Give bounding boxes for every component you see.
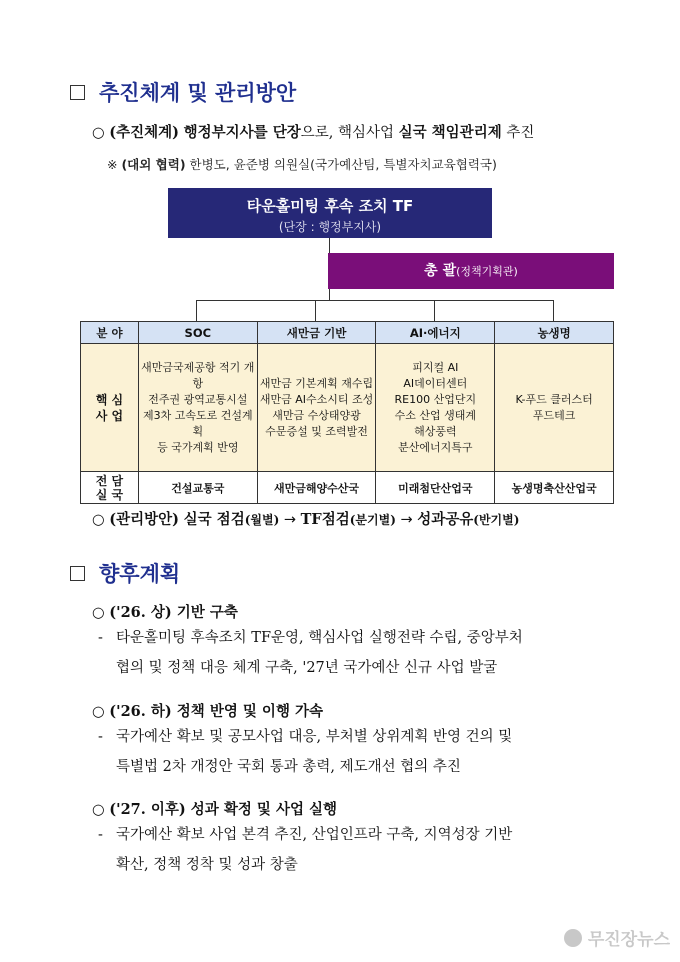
watermark [564,925,670,950]
tf-subtitle: (단장 : 행정부지사) [278,220,382,234]
plan-detail-line: 협의 및 정책 대응 체계 구축, '27년 국가예산 신규 사업 발굴 [116,660,498,676]
dept-cell: 미래첨단산업국 [376,472,495,504]
logo-icon [564,929,582,947]
plan-detail [98,820,513,880]
table-row [81,344,614,472]
plan-title-text: ('27. 이후) 성과 확정 및 사업 실행 [109,801,338,818]
general-title: 총 괄 [424,263,457,279]
plan-detail-line: 특별법 2차 개정안 국회 통과 총력, 제도개선 협의 추진 [116,759,461,775]
note-mark: ※ [107,157,118,172]
plan-title-text: ('26. 하) 정책 반영 및 이행 가속 [109,703,324,720]
note-label: (대외 협력) [121,157,186,172]
table-row [81,472,614,504]
plan-detail [98,623,523,683]
connector-line [196,300,197,321]
note-text: 한병도, 윤준병 의원실(국가예산팀, 특별자치교육협력국) [189,157,497,172]
core-item: 분산에너지특구 [398,440,473,454]
core-item: RE100 산업단지 [394,392,477,406]
plan-title-text: ('26. 상) 기반 구축 [109,604,238,621]
section-title-text: 향후계획 [99,562,181,586]
management-step: TF점검 [300,511,350,528]
header-soc: SOC [138,322,257,344]
plan-title [92,601,238,622]
arrow-icon: → [283,512,297,528]
header-field-cell: 분 야 [81,322,139,344]
square-bullet-icon [70,566,85,581]
watermark-text: 무진장뉴스 [587,930,670,950]
core-cell-saemangeum [257,344,376,472]
core-cell-soc [138,344,257,472]
connector-line [434,300,435,321]
plan-detail-line: 국가예산 확보 및 공모사업 대응, 부처별 상위계획 반영 건의 및 [116,729,513,745]
core-label: 핵 심 사 업 [95,392,124,423]
section-title-system [70,77,296,107]
circle-bullet: ○ [92,802,105,818]
core-item: 피지컬 AI [412,360,459,374]
management-label: (관리방안) [109,511,180,528]
section-title-text: 추진체계 및 관리방안 [99,81,297,105]
core-item: 해상풍력 [414,424,457,438]
core-label-cell [81,344,139,472]
dash-bullet: - [98,827,103,843]
dept-cell: 새만금해양수산국 [257,472,376,504]
tf-box [168,188,492,238]
core-item: 제3차 고속도로 건설계획 [142,408,253,438]
dash-bullet: - [98,630,103,646]
circle-bullet: ○ [92,512,105,528]
square-bullet-icon [70,85,85,100]
management-step-sub: (분기별) [349,513,396,527]
dept-cell: 건설교통국 [138,472,257,504]
item-emphasis: 실국 책임관리제 [398,124,502,141]
table-row [81,322,614,344]
core-item: 푸드테크 [532,408,576,422]
item-text: 추진 [506,125,535,141]
dash-bullet: - [98,729,103,745]
management-step-sub: (반기별) [473,513,520,527]
management-step: 성과공유 [417,511,474,528]
system-item [92,121,534,142]
circle-bullet: ○ [92,704,105,720]
circle-bullet: ○ [92,605,105,621]
core-item: 수문증설 및 조력발전 [265,424,368,438]
header-ai-energy: AI·에너지 [376,322,495,344]
general-box [328,253,614,289]
plan-title [92,798,337,819]
plan-detail-line: 확산, 정책 정착 및 성과 창출 [116,857,298,873]
core-item: 새만금 수상태양광 [272,408,361,422]
core-item: 새만금 기본계획 재수립 [259,376,374,390]
tf-title: 타운홀미팅 후속 조치 TF [246,197,414,215]
management-step-sub: (월별) [244,513,280,527]
core-item: 새만금 AI수소시티 조성 [259,392,374,406]
management-step: 실국 점검 [183,511,245,528]
header-saemangeum: 새만금 기반 [257,322,376,344]
item-emphasis: 행정부지사를 단장 [183,124,301,141]
cooperation-note [107,155,497,173]
item-text: 으로, 핵심사업 [300,125,394,141]
dept-cell: 농생명축산산업국 [495,472,614,504]
section-title-plan [70,558,180,588]
connector-line [196,300,553,301]
plan-title [92,700,323,721]
dept-label-cell [81,472,139,504]
connector-line [553,300,554,321]
core-item: 수소 산업 생태계 [394,408,476,422]
org-table [80,321,614,504]
general-subtitle: (정책기획관) [456,265,518,278]
header-agri: 농생명 [495,322,614,344]
core-item: 새만금국제공항 적기 개항 [141,360,255,390]
arrow-icon: → [400,512,413,528]
core-item: AI데이터센터 [403,376,468,390]
dept-label: 전 담 실 국 [95,473,124,502]
connector-line [315,300,316,321]
management-item [92,508,519,529]
item-label: (추진체계) [109,124,180,141]
plan-detail-line: 타운홀미팅 후속조치 TF운영, 핵심사업 실행전략 수립, 중앙부처 [116,630,523,646]
core-cell-agri [495,344,614,472]
plan-detail [98,722,513,782]
core-item: K-푸드 클러스터 [515,392,593,406]
core-item: 전주권 광역교통시설 [148,392,248,406]
core-cell-ai-energy [376,344,495,472]
plan-detail-line: 국가예산 확보 사업 본격 추진, 산업인프라 구축, 지역성장 기반 [116,827,513,843]
core-item: 등 국가계획 반영 [157,440,239,454]
circle-bullet: ○ [92,125,105,141]
